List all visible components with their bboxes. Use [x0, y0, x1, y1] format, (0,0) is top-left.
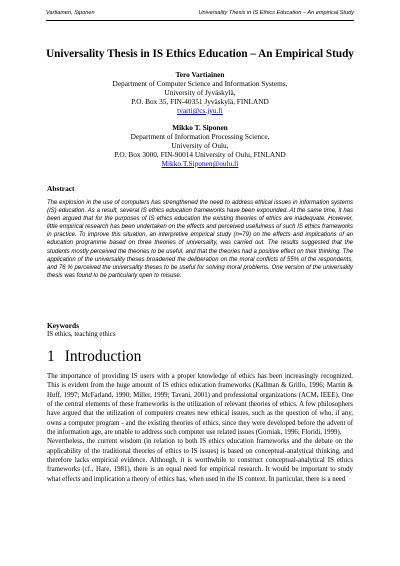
keywords-text: IS ethics, teaching ethics: [47, 331, 116, 338]
author-block: [60, 70, 340, 115]
abstract-heading: Abstract: [47, 184, 75, 193]
section-number: 1: [47, 348, 55, 365]
keywords-heading: Keywords: [47, 321, 80, 330]
author-department: Department of Computer Science and Information Systems,: [112, 79, 288, 88]
running-header-title: Universality Thesis in IS Ethics Education – An empirical Study: [198, 10, 354, 16]
section-title: Introduction: [64, 348, 142, 365]
author-name: Tero Vartiainen: [175, 70, 225, 79]
author-block: [60, 123, 340, 168]
running-header-authors: Vartiainen, Siponen: [46, 10, 95, 16]
author-address: P.O. Box 35, FIN-40351 Jyväskylä, FINLAND: [131, 97, 269, 106]
introduction-body: [47, 372, 353, 484]
running-header: [46, 8, 354, 21]
abstract-text: The explosion in the use of computers has strengthened the need to address ethical issues in information systems (IS) education. As a result, several IS ethics education frameworks have been expounded. At the same time, it has been argued that for the purposes of IS ethics education the existing theories of ethics are inadequate. However, little empirical research has been undertaken on the effects and perceived usefulness of such IS ethics frameworks in practice. To improve this situation, an interpretive empirical study (n=79) on the effects and implications of an education programme based on three theories of universality, was carried out. The results suggested that the students mostly perceived the theories to be useful, and that the theories had a positive effect on their thinking. The application of the universality theses broadened the deliberation on the moral conflicts of 55% of the respondents, and 76 % perceived the universality theses to be useful for solving moral problems. One version of the universality thesis was found to be particularly open to misuse.: [47, 200, 353, 279]
keywords-section: [47, 321, 353, 340]
author-address: P.O. Box 3000, FIN-90014 University of Oulu, FINLAND: [114, 150, 286, 159]
paragraph: The importance of providing IS users with a proper knowledge of ethics has been increasingly recognized. This is evident from the huge amount of IS ethics education frameworks (Kallman & Grillo, 1996; Martin & Huff, 1997; McFarland, 1990; Miller, 1999; Tavani, 2001) and professional organizations (ACM, IEEE). One of the central elements of these frameworks is the utilization of relevant theories of ethics. A few philosophers have argued that the utilization of computers creates new ethical issues, such as the question of who, if any, owns a computer program - and the existing theories of ethics, since they were developed before the advent of the information age, are unable to address such computer use related issues (Gorniak, 1996; Floridi, 1999).: [47, 373, 353, 437]
author-name: Mikko T. Siponen: [172, 123, 228, 132]
abstract-section: [47, 184, 353, 280]
section-heading: [47, 347, 141, 367]
paragraph: Nevertheless, the current wisdom (in relation to both IS ethics education frameworks and the debate on the applicability of the traditional theories of ethics to IS issues) is based on conceptual-analytical thinking, and therefore lacks empirical evidence. Although, it is worthwhile to construct conceptual-analytical IS ethics frameworks (cf., Hare, 1981), there is an equal need for empirical research. It would be important to study what effects and implication a theory of ethics has, when used in the IS context. In particular, there is a need: [47, 438, 353, 483]
paper-title: Universality Thesis in IS Ethics Education – An Empirical Study: [46, 48, 354, 60]
author-university: University of Oulu,: [171, 141, 229, 150]
author-department: Department of Information Processing Science,: [130, 132, 270, 141]
author-university: University of Jyväskylä,: [164, 88, 236, 97]
author-email-link[interactable]: tvarti@cs.jyu.fi: [177, 106, 223, 115]
author-list: [60, 70, 340, 176]
author-email-link[interactable]: Mikko.T.Siponen@oulu.fi: [161, 159, 239, 168]
